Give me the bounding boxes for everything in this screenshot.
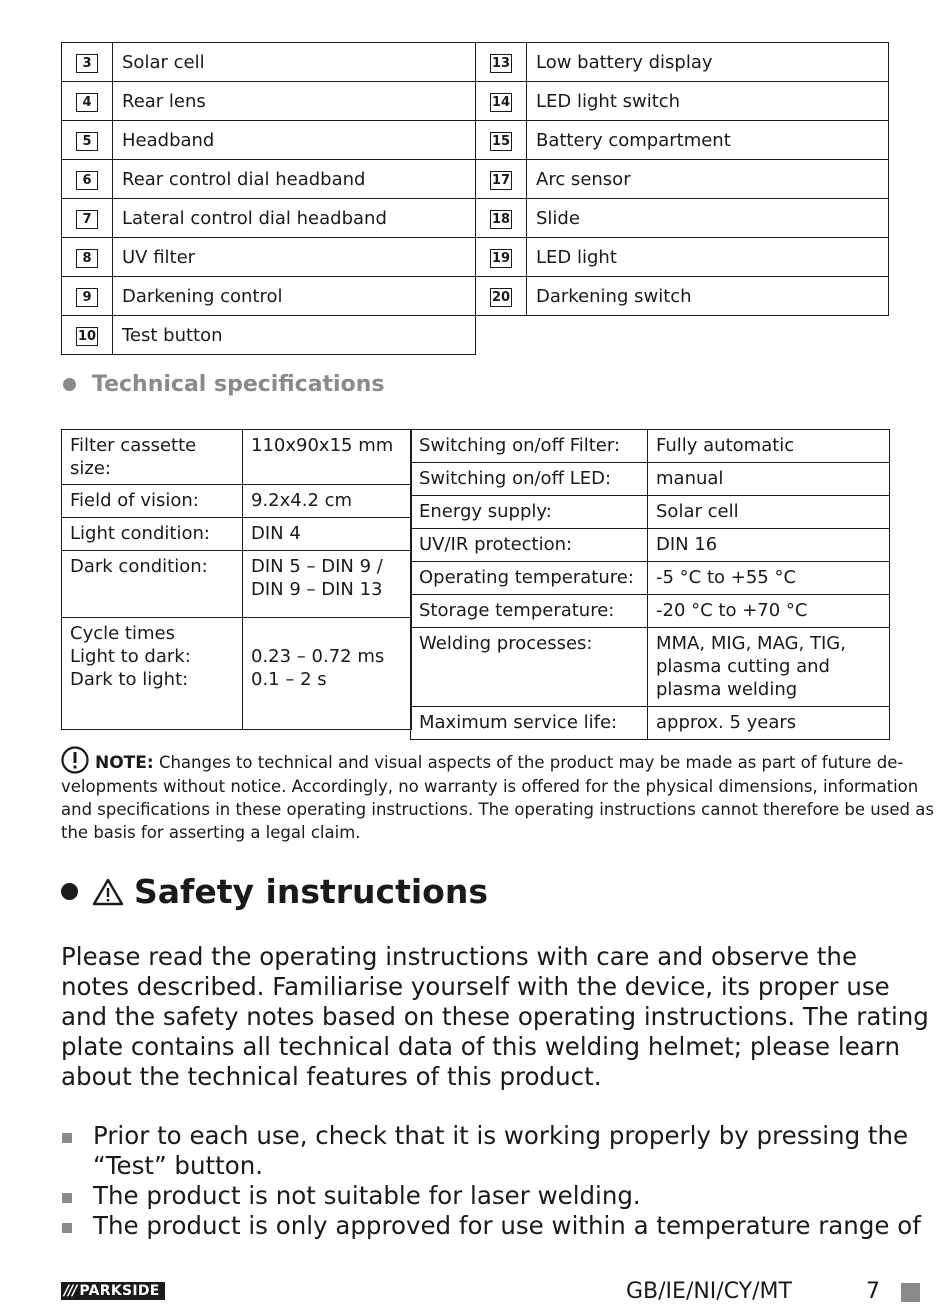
parts-row [62, 121, 476, 160]
spec-value: DIN 16 [648, 529, 890, 562]
part-number: 18 [491, 212, 511, 227]
spec-row [411, 496, 890, 529]
spec-row [411, 430, 890, 463]
list-item: The product is only approved for use within a temperature range of [61, 1211, 891, 1241]
square-bullet-icon [62, 1193, 72, 1203]
brand-logo: /// PARKSIDE [61, 1282, 165, 1300]
part-number: 20 [491, 290, 511, 305]
part-number: 7 [76, 210, 98, 229]
note-text: velopments without notice. Accordingly, no warranty is offered for the physical dimensions, information [61, 777, 919, 796]
spec-row [411, 463, 890, 496]
safety-bullet-list [61, 1121, 921, 1241]
part-number: 13 [491, 56, 511, 71]
spec-row [411, 628, 890, 707]
bullet-dot-icon [61, 883, 78, 900]
parts-row [62, 82, 476, 121]
spec-value: DIN 5 – DIN 9 / DIN 9 – DIN 13 [243, 551, 412, 618]
spec-label: UV/IR protection: [411, 529, 648, 562]
spec-value: 9.2x4.2 cm [243, 485, 412, 518]
part-number: 14 [491, 95, 511, 110]
page-number: 7 [866, 1279, 880, 1304]
part-number: 19 [491, 251, 511, 266]
part-number: 3 [76, 54, 98, 73]
spec-value: manual [648, 463, 890, 496]
spec-label: Switching on/off LED: [411, 463, 648, 496]
part-label: LED light [527, 238, 889, 277]
parts-row [62, 199, 476, 238]
part-number: 10 [77, 329, 97, 344]
part-number: 6 [76, 171, 98, 190]
parts-row [476, 238, 889, 277]
slash-stripes-icon: /// [64, 1283, 77, 1299]
spec-table-right [410, 429, 890, 740]
part-label: LED light switch [527, 82, 889, 121]
part-label: Low battery display [527, 43, 889, 82]
spec-label: Dark condition: [62, 551, 243, 618]
tech-spec-heading: Technical specifications [63, 372, 384, 397]
spec-value: -20 °C to +70 °C [648, 595, 890, 628]
part-label: Lateral control dial headband [113, 199, 476, 238]
spec-row [411, 562, 890, 595]
parts-row [62, 277, 476, 316]
spec-label: Maximum service life: [411, 707, 648, 740]
spec-value: 0.23 – 0.72 ms 0.1 – 2 s [243, 618, 412, 730]
safety-paragraph: Please read the operating instructions with care and observe the notes described. Familiarise yourself with the device, its proper use and the safety notes based on these operating instructions. The rating plate contains all technical data of this welding helmet; please learn about the technical features of this product. [61, 942, 929, 1091]
spec-value: Fully automatic [648, 430, 890, 463]
part-label: Test button [113, 316, 476, 355]
parts-table-right [475, 42, 889, 316]
spec-row [62, 518, 412, 551]
part-label: Battery compartment [527, 121, 889, 160]
spec-value: Solar cell [648, 496, 890, 529]
parts-row [476, 160, 889, 199]
list-item: The product is not suitable for laser welding. [61, 1181, 891, 1211]
spec-value: DIN 4 [243, 518, 412, 551]
spec-row [411, 707, 890, 740]
parts-row [62, 160, 476, 199]
warning-triangle-icon [92, 877, 124, 907]
part-number: 4 [76, 93, 98, 112]
parts-table-left [61, 42, 476, 355]
exclamation-icon [61, 746, 89, 774]
part-label: Darkening control [113, 277, 476, 316]
part-number: 9 [76, 288, 98, 307]
parts-row [62, 238, 476, 277]
part-number: 17 [491, 173, 511, 188]
spec-label: Cycle times Light to dark: Dark to light: [62, 618, 243, 730]
spec-value: MMA, MIG, MAG, TIG, plasma cutting and plasma welding [648, 628, 890, 707]
spec-row [62, 430, 412, 485]
footer-countries: GB/IE/NI/CY/MT [626, 1279, 792, 1304]
parts-row [476, 277, 889, 316]
square-bullet-icon [62, 1133, 72, 1143]
part-label: Rear control dial headband [113, 160, 476, 199]
parts-row [476, 43, 889, 82]
note-label: NOTE: [95, 753, 154, 773]
spec-label: Energy supply: [411, 496, 648, 529]
list-item: Prior to each use, check that it is working properly by pressing the “Test” button. [61, 1121, 891, 1181]
part-label: UV filter [113, 238, 476, 277]
note-text: Changes to technical and visual aspects of the product may be made as part of future de- [158, 753, 904, 772]
footer-square-icon [901, 1283, 920, 1302]
spec-value: -5 °C to +55 °C [648, 562, 890, 595]
parts-row [62, 316, 476, 355]
spec-row [62, 551, 412, 618]
spec-row [62, 485, 412, 518]
spec-table-left [61, 429, 412, 730]
spec-value: approx. 5 years [648, 707, 890, 740]
spec-row [411, 595, 890, 628]
note-text: and specifications in these operating instructions. The operating instructions cannot therefore be used as [61, 800, 934, 819]
spec-label: Light condition: [62, 518, 243, 551]
spec-label: Field of vision: [62, 485, 243, 518]
spec-label: Storage temperature: [411, 595, 648, 628]
spec-row [62, 618, 412, 730]
spec-value: 110x90x15 mm [243, 430, 412, 485]
square-bullet-icon [62, 1223, 72, 1233]
part-number: 15 [491, 134, 511, 149]
part-label: Slide [527, 199, 889, 238]
spec-label: Welding processes: [411, 628, 648, 707]
note-block [61, 746, 934, 844]
part-number: 8 [76, 249, 98, 268]
spec-label: Filter cassette size: [62, 430, 243, 485]
parts-row [476, 82, 889, 121]
note-text: the basis for asserting a legal claim. [61, 823, 361, 842]
part-label: Arc sensor [527, 160, 889, 199]
part-label: Darkening switch [527, 277, 889, 316]
part-label: Solar cell [113, 43, 476, 82]
part-label: Headband [113, 121, 476, 160]
parts-row [62, 43, 476, 82]
parts-row [476, 121, 889, 160]
spec-row [411, 529, 890, 562]
safety-heading: Safety instructions [61, 872, 488, 911]
spec-label: Switching on/off Filter: [411, 430, 648, 463]
bullet-dot-icon [63, 378, 76, 391]
parts-row [476, 199, 889, 238]
spec-label: Operating temperature: [411, 562, 648, 595]
part-label: Rear lens [113, 82, 476, 121]
part-number: 5 [76, 132, 98, 151]
